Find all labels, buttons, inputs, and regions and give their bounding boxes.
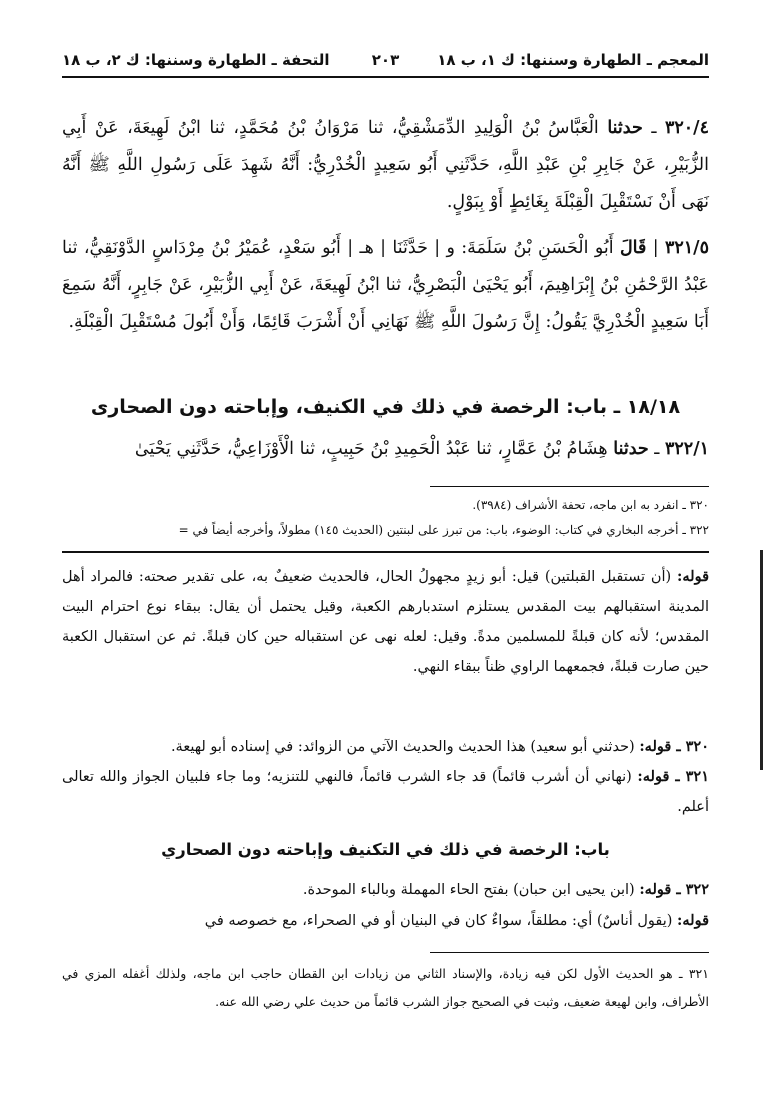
hadith-lead: حدثنا	[613, 439, 649, 459]
commentary-text: (ابن يحيى ابن حبان) بفتح الحاء المهملة وبالباء الموحدة.	[302, 882, 635, 898]
commentary-qawluh	[62, 562, 709, 682]
hadith-text: هِشَامُ بْنُ عَمَّارٍ، ثنا عَبْدُ الْحَمِيدِ بْنُ حَبِيبٍ، ثنا الْأَوْزَاعِيُّ، حَدَّثَنِي يَحْيَىٰ	[134, 439, 608, 459]
footnote-320: ٣٢٠ ـ انفرد به ابن ماجه، تحفة الأشراف (٣٩٨٤).	[472, 498, 709, 512]
footnote-rule	[430, 486, 709, 487]
commentary-lead: ٣٢١ ـ قوله:	[637, 768, 709, 785]
commentary-rule	[62, 551, 709, 553]
commentary-text: (حدثني أبو سعيد) هذا الحديث والحديث الآتي من الزوائد: في إسناده أبو لهيعة.	[170, 739, 635, 755]
commentary-lead: قوله:	[677, 568, 709, 585]
commentary-lead: ٣٢٢ ـ قوله:	[639, 881, 709, 898]
hadith-text: أَبُو الْحَسَنِ بْنُ سَلَمَةَ: و | حَدَّثَنَا | هـ | أَبُو سَعْدٍ، عُمَيْرُ بْنُ مِرْدَاسٍ الدَّوْنَقِيُّ، ثنا عَبْدُ الرَّحْمَٰنِ بْنُ إِبْرَاهِيمَ، أَبُو يَحْيَىٰ الْبَصْرِيُّ، ثنا ابْنُ لَهِيعَةَ، عَنْ أَبِي الزُّبَيْرِ، عَنْ جَابِرٍ، أَنَّهُ سَمِعَ أَبَا سَعِيدٍ الْخُدْرِيَّ يَقُولُ: إِنَّ رَسُولَ اللَّهِ ﷺ نَهَانِي أَنْ أَشْرَبَ قَائِمًا، وَأَنْ أَبُولَ مُسْتَقْبِلَ الْقِبْلَةِ.	[62, 238, 709, 332]
hadith-lead: قَالَ	[619, 238, 647, 258]
commentary-text: (أن تستقبل القبلتين) قيل: أبو زيدٍ مجهولُ الحال، فالحديث ضعيفٌ به، على تقدير صحته: فالمراد أهل المدينة استقبالهم بيت المقدس يستلزم استدبارهم الكعبة، وقيل يحتمل أن يقال: ببقاء نوع احترام البيت المقدس؛ لأنه كان قبلةً للمسلمين مدةً. وقيل: لعله نهى عن استقباله حين كان قبلةً. ثم عن استقبال الكعبة حين صارت قبلةً، فجمعهما الراوي ظناً ببقاء النهي.	[62, 569, 709, 675]
commentary-322	[62, 875, 709, 905]
header-left: التحفة ـ الطهارة وسننها: ك ٢، ب ١٨	[62, 51, 330, 69]
bab-heading-commentary: باب: الرخصة في ذلك في التكنيف وإباحته دون الصحاري	[161, 840, 610, 859]
hadith-text: الْعَبَّاسُ بْنُ الْوَلِيدِ الدِّمَشْقِيُّ، ثنا مَرْوَانُ بْنُ مُحَمَّدٍ، ثنا ابْنُ لَهِيعَةَ، عَنْ أَبِي الزُّبَيْرِ، عَنْ جَابِرِ بْنِ عَبْدِ اللَّهِ، حَدَّثَنِي أَبُو سَعِيدٍ الْخُدْرِيُّ: أَنَّهُ شَهِدَ عَلَى رَسُولِ اللَّهِ ﷺ أَنَّهُ نَهَى أَنْ نَسْتَقْبِلَ الْقِبْلَةَ بِغَائِطٍ أَوْ بِبَوْلٍ.	[62, 118, 709, 212]
footnote-321: ٣٢١ ـ هو الحديث الأول لكن فيه زيادة، والإسناد الثاني من زيادات ابن القطان حاجب ابن ماجه، ولذلك أغفله المزي في الأطراف، وابن لهيعة ضعيف، وثبت في الصحيح جواز الشرب قائماً من حديث علي رضي الله عنه.	[62, 966, 709, 1009]
bab-heading: ١٨/١٨ ـ باب: الرخصة في ذلك في الكنيف، وإباحته دون الصحارى	[90, 396, 681, 418]
page-number: ٢٠٣	[371, 51, 400, 69]
commentary-lead: ٣٢٠ ـ قوله:	[639, 738, 709, 755]
footnote-322: ٣٢٢ ـ أخرجه البخاري في كتاب: الوضوء، باب: من تبرز على لبنتين (الحديث ١٤٥) مطولاً، وأخرجه أيضاً في =	[178, 523, 709, 537]
commentary-text: (نهاني أن أشرب قائماً) قد جاء الشرب قائماً، فالنهي للتنزيه؛ وما جاء فلبيان الجواز والله تعالى أعلم.	[62, 769, 709, 815]
header-rule	[62, 76, 709, 78]
commentary-320	[62, 732, 709, 762]
commentary-text: (يقول أناسٌ) أي: مطلقاً، سواءٌ كان في البنيان أو في الصحراء، مع خصوصه في	[204, 913, 673, 929]
commentary-qawluh-2	[62, 906, 709, 936]
hadith-320: ٣٢٠/٤ ـ حدثنا الْعَبَّاسُ بْنُ الْوَلِيدِ الدِّمَشْقِيُّ، ثنا مَرْوَانُ بْنُ مُحَمَّدٍ، ثنا ابْنُ لَهِيعَةَ، عَنْ أَبِي الزُّبَيْرِ، عَنْ جَابِرِ بْنِ عَبْدِ اللَّهِ، حَدَّثَنِي أَبُو سَعِيدٍ الْخُدْرِيُّ: أَنَّهُ شَهِدَ عَلَى رَسُولِ اللَّهِ ﷺ أَنَّهُ نَهَى أَنْ نَسْتَقْبِلَ الْقِبْلَةَ بِغَائِطٍ أَوْ بِبَوْلٍ.	[62, 118, 709, 212]
hadith-number: ٣٢٠/٤	[664, 118, 709, 138]
running-header	[62, 48, 709, 74]
hadith-lead: حدثنا	[607, 118, 643, 138]
commentary-321	[62, 762, 709, 822]
header-right: المعجم ـ الطهارة وسننها: ك ١، ب ١٨	[437, 51, 709, 69]
hadith-number: ٣٢٢/١	[665, 439, 709, 459]
footnote-rule-2	[430, 952, 709, 953]
hadith-321: ٣٢١/٥ | قَالَ أَبُو الْحَسَنِ بْنُ سَلَمَةَ: و | حَدَّثَنَا | هـ | أَبُو سَعْدٍ، عُمَيْرُ بْنُ مِرْدَاسٍ الدَّوْنَقِيُّ، ثنا عَبْدُ الرَّحْمَٰنِ بْنُ إِبْرَاهِيمَ، أَبُو يَحْيَىٰ الْبَصْرِيُّ، ثنا ابْنُ لَهِيعَةَ، عَنْ أَبِي الزُّبَيْرِ، عَنْ جَابِرٍ، أَنَّهُ سَمِعَ أَبَا سَعِيدٍ الْخُدْرِيَّ يَقُولُ: إِنَّ رَسُولَ اللَّهِ ﷺ نَهَانِي أَنْ أَشْرَبَ قَائِمًا، وَأَنْ أَبُولَ مُسْتَقْبِلَ الْقِبْلَةِ.	[62, 238, 709, 332]
hadith-322: ٣٢٢/١ ـ حدثنا هِشَامُ بْنُ عَمَّارٍ، ثنا عَبْدُ الْحَمِيدِ بْنُ حَبِيبٍ، ثنا الْأَوْزَاعِيُّ، حَدَّثَنِي يَحْيَىٰ	[134, 439, 709, 459]
commentary-lead: قوله:	[677, 912, 709, 929]
hadith-number: ٣٢١/٥	[664, 238, 709, 258]
